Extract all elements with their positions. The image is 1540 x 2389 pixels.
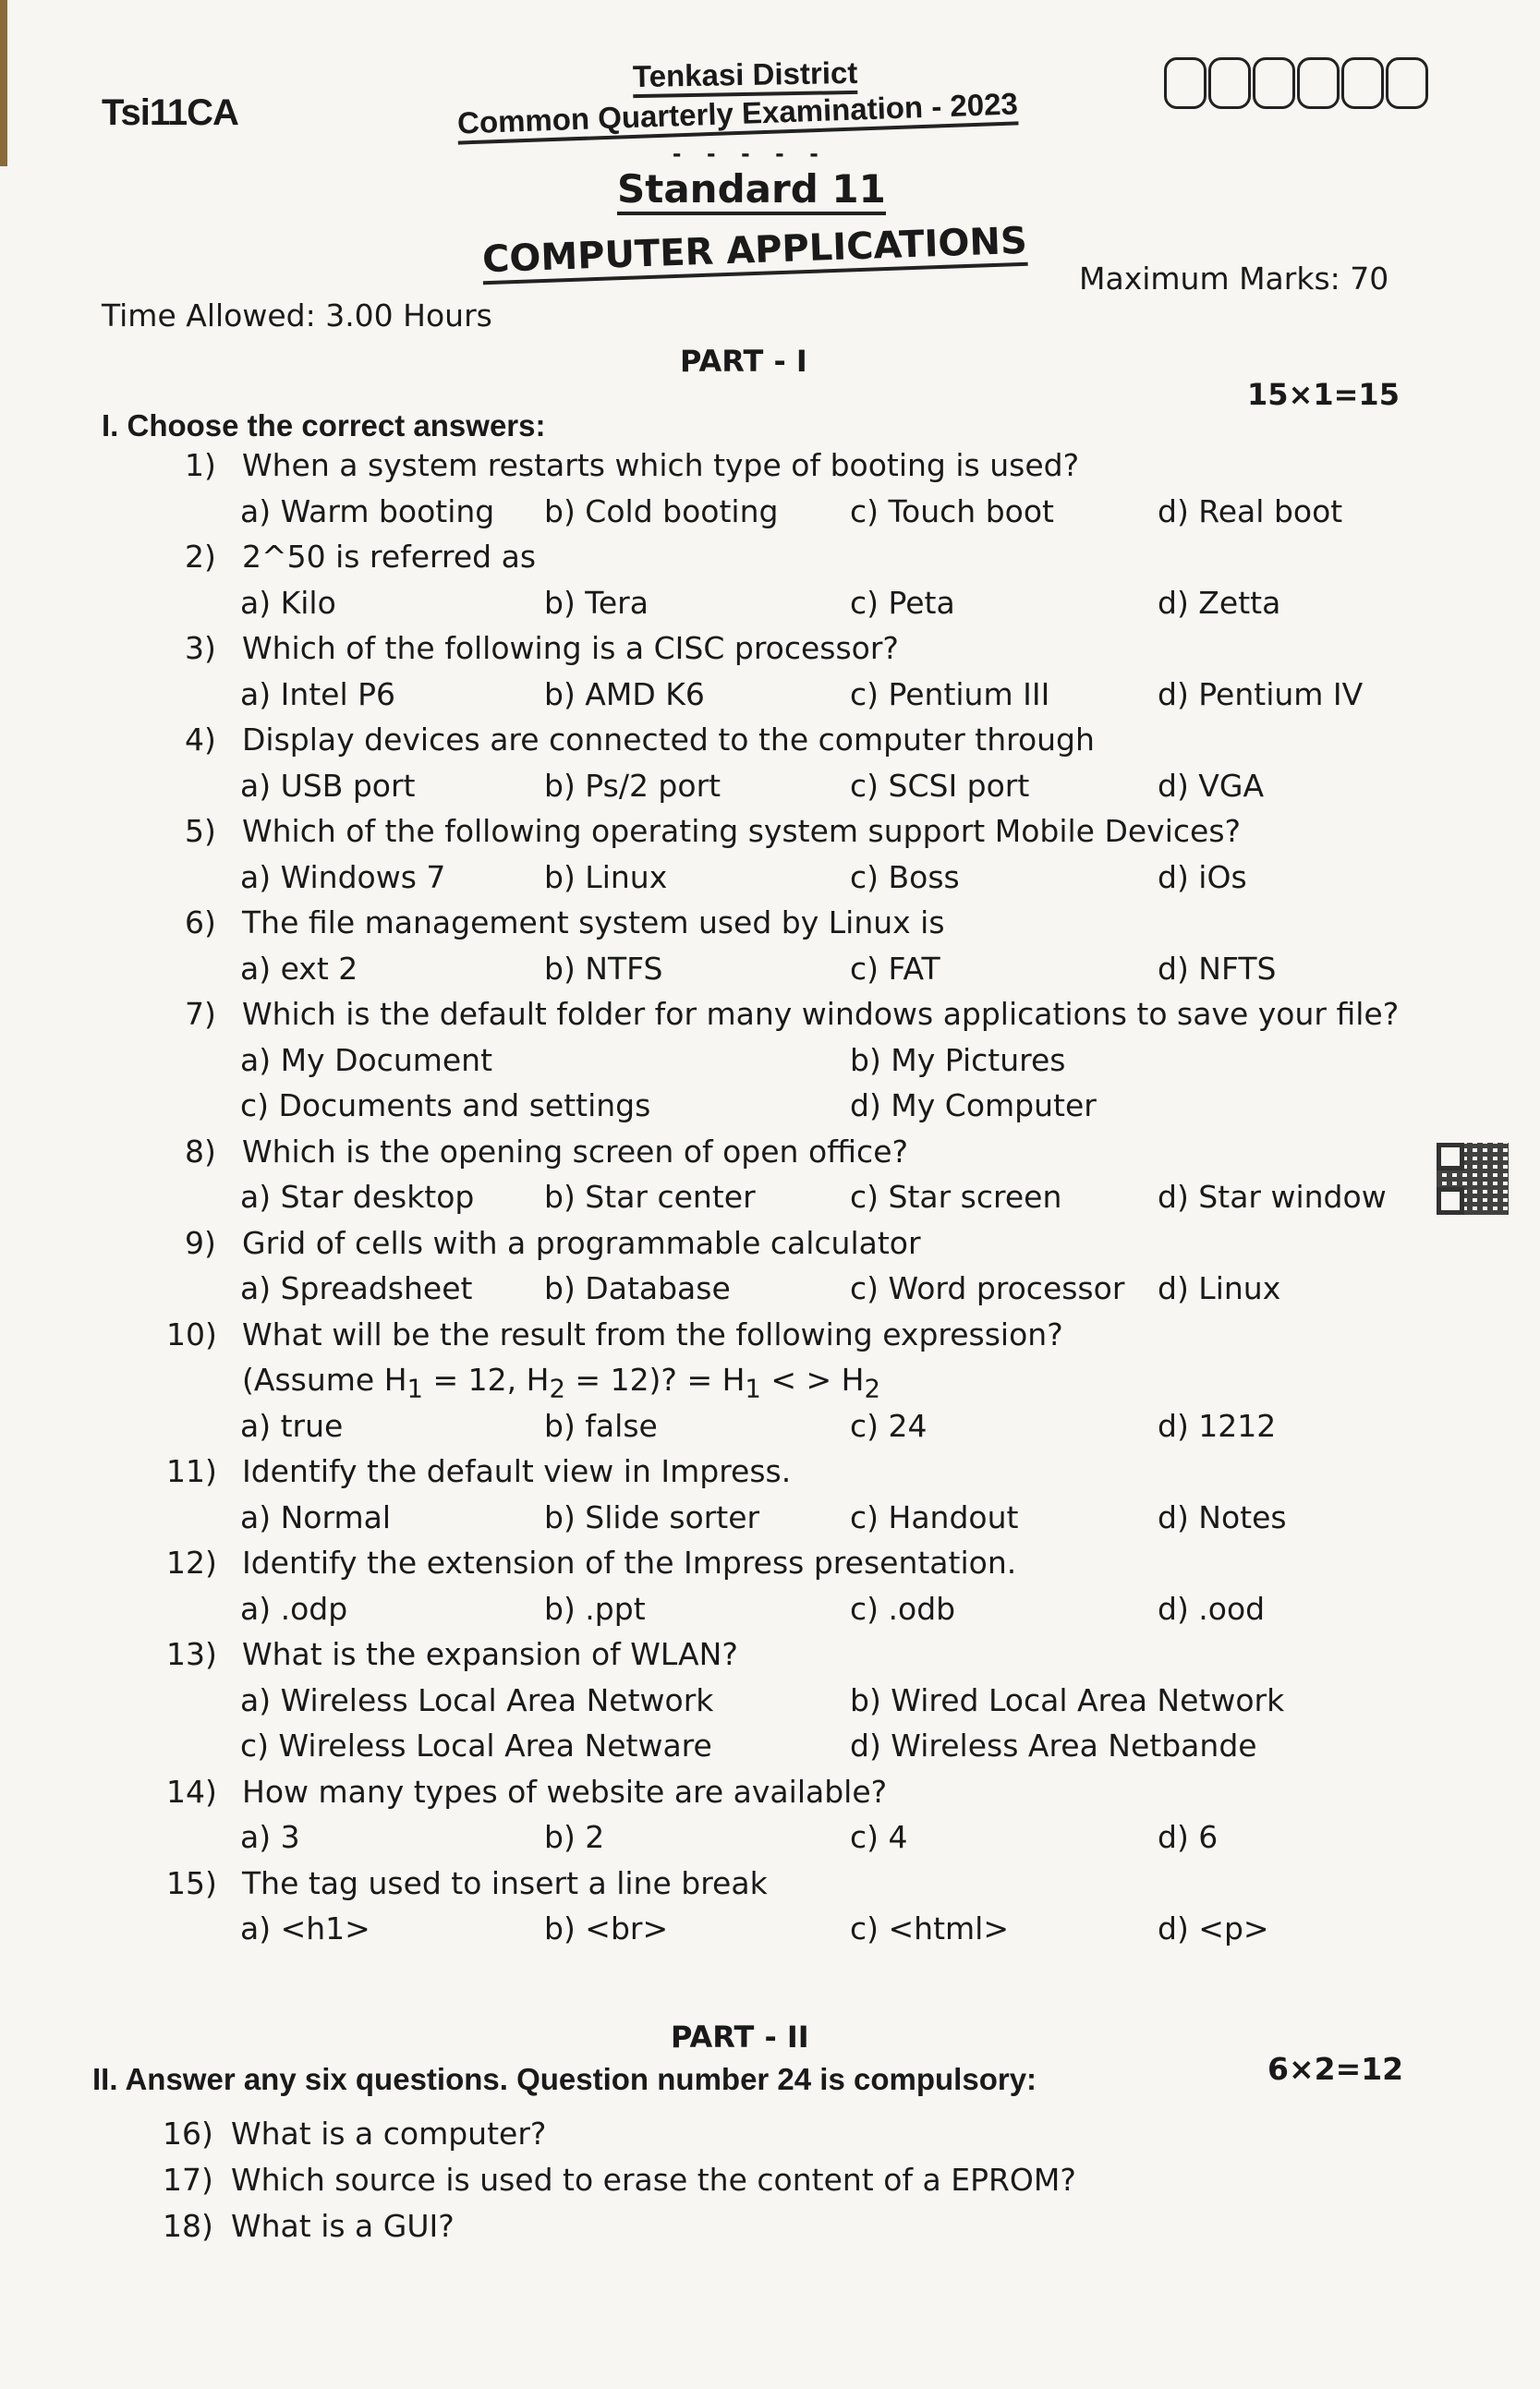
question-text: What is a computer? [231,2116,547,2152]
register-box [1341,57,1384,109]
question-text: When a system restarts which type of booting is used? [242,447,1080,483]
options-row [0,1402,1540,1449]
question-expression: (Assume $H_1 = 12$, $H_2 = 12$)? = $H_1$ < > $H_2$ [242,1362,880,1404]
register-box [1164,57,1207,109]
answer-option: b) My Pictures [850,1041,1066,1078]
question-line [0,533,1540,579]
question-text: Which of the following is a CISC processor? [242,630,899,666]
question-number: 9) [185,1224,216,1261]
options-row [0,1722,1540,1768]
answer-option: c) <html> [850,1910,1009,1946]
part-1-heading: PART - I [680,344,807,379]
time-allowed: Time Allowed: 3.00 Hours [102,297,492,333]
answer-option: b) Linux [544,858,668,895]
question-line [0,1860,1540,1906]
part-1-questions [0,442,1540,1951]
answer-option: c) Touch boot [850,492,1054,529]
question-item [0,533,1540,625]
question-line [0,1631,1540,1677]
maximum-marks: Maximum Marks: 70 [1079,261,1389,297]
register-box [1297,57,1340,109]
question-number: 4) [185,722,216,758]
question-line [0,442,1540,488]
question-text: Display devices are connected to the computer through [242,722,1095,758]
standard-heading: Standard 11 [617,166,886,215]
separator-dots: - - - - - [673,139,828,167]
answer-option: b) <br> [544,1910,669,1946]
question-line [0,716,1540,762]
answer-option: d) Zetta [1158,584,1281,621]
question-number: 12) [166,1545,217,1581]
answer-option: a) Star desktop [240,1179,475,1215]
question-line [0,1219,1540,1266]
question-line [0,1311,1540,1357]
question-number: 13) [166,1636,217,1672]
subscript: 1 [745,1374,761,1404]
question-text: Grid of cells with a programmable calculator [242,1224,921,1261]
answer-option: b) 2 [544,1819,605,1855]
answer-option: d) Pentium IV [1158,675,1364,712]
answer-option: b) Cold booting [544,492,779,529]
options-row [0,488,1540,534]
question-item [0,1860,1540,1951]
answer-option: d) .ood [1158,1590,1266,1627]
question-number: 5) [185,813,216,849]
question-text: Identify the extension of the Impress presentation. [242,1545,1017,1581]
answer-option: a) Normal [240,1498,391,1535]
qr-code-icon [1437,1143,1509,1215]
answer-option: a) .odp [240,1590,348,1627]
options-row [0,1813,1540,1860]
question-number: 7) [185,996,216,1032]
question-expression-line [0,1356,1540,1402]
answer-option: c) Documents and settings [240,1087,651,1123]
answer-option: a) Intel P6 [240,675,396,712]
register-number-boxes [1164,57,1430,109]
answer-option: a) Spreadsheet [240,1270,473,1306]
question-text: What is the expansion of WLAN? [242,1636,738,1672]
question-number: 16) [163,2116,213,2152]
question-item [0,1768,1540,1860]
answer-option: a) <h1> [240,1910,370,1946]
answer-option: b) Wired Local Area Network [850,1681,1285,1718]
paper-code: Tsi11CA [102,92,238,133]
paper-edge [0,0,7,166]
section-2-marks: 6×2=12 [1267,2051,1404,2087]
answer-option: d) VGA [1158,767,1265,804]
answer-option: b) AMD K6 [544,675,705,712]
question-item [0,1219,1540,1311]
question-item [0,899,1540,990]
question-number: 1) [185,447,216,483]
answer-option: d) NFTS [1158,950,1277,987]
answer-option: a) My Document [240,1041,493,1078]
answer-option: d) My Computer [850,1087,1097,1123]
question-number: 2) [185,539,216,575]
options-row [0,1905,1540,1951]
answer-option: d) Notes [1158,1498,1287,1535]
answer-option: c) Word processor [850,1270,1125,1306]
answer-option: c) 24 [850,1407,928,1444]
question-number: 3) [185,630,216,666]
options-row [0,945,1540,991]
answer-option: a) Warm booting [240,492,495,529]
question-text: The tag used to insert a line break [242,1864,768,1901]
question-text: Which source is used to erase the content of a EPROM? [231,2162,1076,2198]
question-line [0,1539,1540,1585]
answer-option: c) Wireless Local Area Netware [240,1728,712,1764]
answer-option: c) Handout [850,1498,1019,1535]
answer-option: d) iOs [1158,858,1247,895]
answer-option: c) SCSI port [850,767,1030,804]
options-row [0,671,1540,717]
question-item [0,990,1540,1128]
question-item [0,1448,1540,1539]
question-item [0,807,1540,899]
question-number: 6) [185,904,216,940]
register-box [1386,57,1428,109]
subscript: 2 [864,1374,880,1404]
answer-option: d) 1212 [1158,1407,1277,1444]
question-item [0,716,1540,807]
answer-option: a) Kilo [240,584,336,621]
question-line [0,807,1540,854]
district-title: Tenkasi District [633,55,858,98]
answer-option: c) .odb [850,1590,956,1627]
question-text: What is a GUI? [231,2208,455,2244]
subscript: 1 [406,1374,424,1404]
options-row [0,1677,1540,1723]
answer-option: a) Wireless Local Area Network [240,1681,714,1718]
question-text: Identify the default view in Impress. [242,1453,792,1489]
answer-option: d) Linux [1158,1270,1281,1306]
question-number: 18) [163,2208,213,2244]
options-row [0,762,1540,808]
answer-option: b) Slide sorter [544,1498,760,1535]
part-2-heading: PART - II [671,2019,809,2055]
answer-option: c) Boss [850,858,960,895]
answer-option: a) Windows 7 [240,858,446,895]
answer-option: c) Pentium III [850,675,1050,712]
answer-option: d) 6 [1158,1819,1219,1855]
answer-option: d) Star window [1158,1179,1387,1215]
answer-option: d) <p> [1158,1910,1269,1946]
question-item [0,442,1540,533]
answer-option: c) Peta [850,584,955,621]
answer-option: c) Star screen [850,1179,1062,1215]
options-row [0,579,1540,625]
subscript: 2 [549,1374,565,1404]
answer-option: b) Database [544,1270,731,1306]
question-text: How many types of website are available? [242,1773,888,1810]
options-row [0,1494,1540,1540]
answer-option: b) Tera [544,584,649,621]
question-number: 17) [163,2162,213,2198]
section-1-instruction: I. Choose the correct answers: [102,408,546,443]
question-line [0,990,1540,1037]
question-number: 11) [166,1453,217,1489]
options-row [0,1585,1540,1631]
question-text: Which is the default folder for many windows applications to save your file? [242,996,1400,1032]
answer-option: a) true [240,1407,344,1444]
question-item [0,1128,1540,1219]
section-1-marks: 15×1=15 [1247,377,1400,412]
question-number: 8) [185,1133,216,1170]
section-2-instruction: II. Answer any six questions. Question number 24 is compulsory: [92,2062,1037,2096]
question-line [0,899,1540,945]
subject-heading: COMPUTER APPLICATIONS [481,220,1027,285]
options-row [0,854,1540,900]
answer-option: c) 4 [850,1819,908,1855]
question-text: Which is the opening screen of open office? [242,1133,909,1170]
question-item [0,1539,1540,1631]
options-row [0,1173,1540,1219]
question-item [0,1311,1540,1449]
answer-option: b) .ppt [544,1590,646,1627]
answer-option: d) Wireless Area Netbande [850,1728,1257,1764]
question-number: 14) [166,1773,217,1810]
register-box [1253,57,1295,109]
question-item [0,625,1540,716]
answer-option: a) ext 2 [240,950,358,987]
question-text: 2^50 is referred as [242,539,537,575]
answer-option: a) 3 [240,1819,300,1855]
answer-option: b) NTFS [544,950,663,987]
question-number: 15) [166,1864,217,1901]
options-row [0,1265,1540,1311]
question-item [0,1631,1540,1768]
options-row [0,1037,1540,1083]
answer-option: b) Star center [544,1179,756,1215]
question-line [0,1128,1540,1174]
question-line [0,1448,1540,1494]
question-line [0,1768,1540,1814]
register-box [1208,57,1251,109]
question-text: What will be the result from the following expression? [242,1316,1063,1352]
answer-option: b) Ps/2 port [544,767,721,804]
question-line [0,625,1540,671]
answer-option: d) Real boot [1158,492,1343,529]
question-text: Which of the following operating system support Mobile Devices? [242,813,1242,849]
answer-option: c) FAT [850,950,940,987]
answer-option: b) false [544,1407,658,1444]
question-number: 10) [166,1316,217,1352]
answer-option: a) USB port [240,767,416,804]
question-text: The file management system used by Linux is [242,904,945,940]
exam-title: Common Quarterly Examination - 2023 [456,86,1018,144]
options-row [0,1082,1540,1128]
